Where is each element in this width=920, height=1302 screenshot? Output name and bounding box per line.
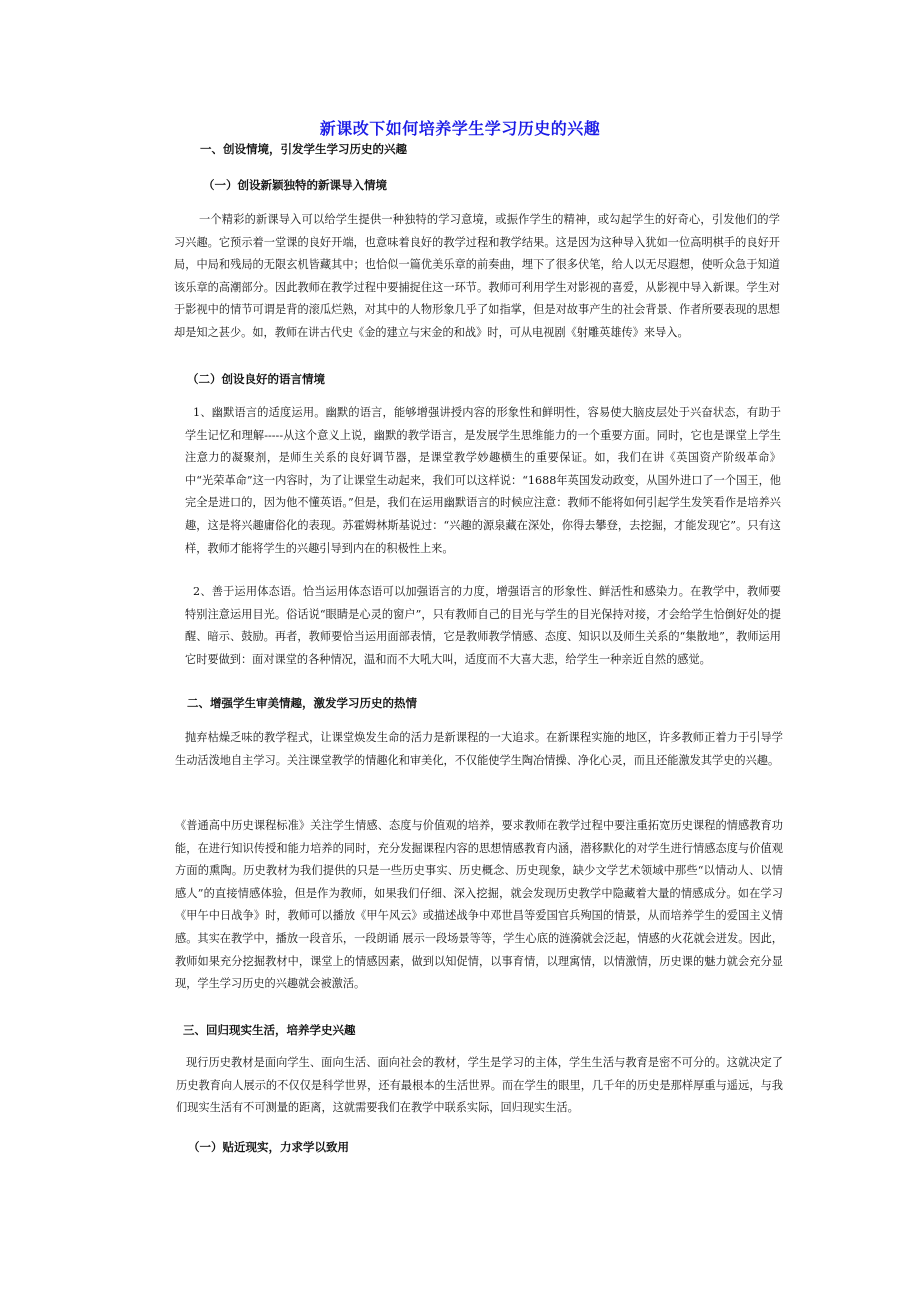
document-title: 新课改下如何培养学生学习历史的兴趣 [319, 119, 601, 138]
paragraph: 抛弃枯燥乏味的教学程式，让课堂焕发生命的活力是新课程的一大追求。在新课程实施的地区，许多教师正着力于引导学生动活泼地自主学习。关注课堂教学的情趣化和审美化，不仅能使学生陶冶情操、净化心灵，而且还能激发其学史的兴趣。 [175, 731, 783, 767]
subsection-1-2-paragraph-2 [185, 581, 781, 671]
section-2-paragraph-2 [175, 815, 783, 996]
paragraph: 现行历史教材是面向学生、面向生活、面向社会的教材，学生是学习的主体，学生生活与教育是密不可分的。这就决定了历史教育向人展示的不仅仅是科学世界，还有最根本的生活世界。而在学生的眼里，几千年的历史是那样厚重与遥远，与我们现实生活有不可测量的距离，这就需要我们在教学中联系实际，回归现实生活。 [176, 1056, 783, 1115]
paragraph: 《普通高中历史课程标准》关注学生情感、态度与价值观的培养，要求教师在教学过程中要注重拓宽历史课程的情感教育功能，在进行知识传授和能力培养的同时，充分发掘课程内容的思想情感教育内涵，潜移默化的对学生进行情感态度与价值观方面的熏陶。历史教材为我们提供的只是一些历史事实、历史概念、历史现象，缺少文学艺术领域中那些“以情动人、以情感人”的直接情感体验，但是作为教师，如果我们仔细、深入挖掘，就会发现历史教学中隐藏着大量的情感成分。如在学习《甲午中日战争》时，教师可以播放《甲午风云》或描述战争中邓世昌等爱国官兵殉国的情景，从而培养学生的爱国主义情感。其实在教学中，播放一段音乐，一段朗诵 展示一段场景等等，学生心底的涟漪就会泛起，情感的火花就会迸发。因此，教师如果充分挖掘教材中，课堂上的情感因素，做到以知促情，以事育情，以理寓情，以情激情，历史课的魅力就会充分显现，学生学习历史的兴趣就会被激活。 [175, 819, 783, 991]
section-2-heading: 二、增强学生审美情趣，激发学习历史的热情 [187, 696, 417, 710]
paragraph: 2、善于运用体态语。恰当运用体态语可以加强语言的力度，增强语言的形象性、鲜活性和感染力。在教学中，教师要特别注意运用目光。俗话说“眼睛是心灵的窗户”，只有教师自己的目光与学生的目光保持对接，才会给学生恰倒好处的提醒、暗示、鼓励。再者，教师要恰当运用面部表情，它是教师教学情感、态度、知识以及师生关系的“集散地”，教师运用它时要做到：面对课堂的各种情况，温和而不大吼大叫，适度而不大喜大悲，给学生一种亲近自然的感觉。 [185, 585, 781, 666]
subsection-1-1-body [174, 209, 780, 345]
subsection-1-2-heading: （二）创设良好的语言情境 [187, 372, 325, 386]
section-2-paragraph-1 [175, 727, 783, 772]
subsection-1-2-paragraph-1 [185, 402, 781, 560]
paragraph: 一个精彩的新课导入可以给学生提供一种独特的学习意境，或振作学生的精神，或勾起学生的好奇心，引发他们的学习兴趣。它预示着一堂课的良好开端，也意味着良好的教学过程和教学结果。这是因为这种导入犹如一位高明棋手的良好开局，中局和残局的无限玄机皆藏其中；也恰似一篇优美乐章的前奏曲，埋下了很多伏笔，给人以无尽遐想，使听众急于知道该乐章的高潮部分。因此教师在教学过程中要捕捉住这一环节。教师可利用学生对影视的喜爱，从影视中导入新课。学生对于影视中的情节可谓是背的滚瓜烂熟，对其中的人物形象几乎了如指掌，但是对故事产生的社会背景、作者所要表现的思想却是知之甚少。如，教师在讲古代史《金的建立与宋金的和战》时，可从电视剧《射雕英雄传》来导入。 [174, 213, 780, 339]
subsection-1-1-heading: （一）创设新颖独特的新课导入情境 [203, 178, 387, 192]
paragraph: 1、幽默语言的适度运用。幽默的语言，能够增强讲授内容的形象性和鲜明性，容易使大脑皮层处于兴奋状态，有助于学生记忆和理解-----从这个意义上说，幽默的教学语言，是发展学生思维能力的一个重要方面。同时，它也是课堂上学生注意力的凝聚剂，是师生关系的良好调节器，是课堂教学妙趣横生的重要保证。如，我们在讲《英国资产阶级革命》中“光荣革命”这一内容时，为了让课堂生动起来，我们可以这样说：“1688年英国发动政变，从国外进口了一个国王，他完全是进口的，因为他不懂英语。”但是，我们在运用幽默语言的时候应注意：教师不能将如何引起学生发笑看作是培养兴趣，这是将兴趣庸俗化的表现。苏霍姆林斯基说过：“兴趣的源泉藏在深处，你得去攀登，去挖掘，才能发现它”。只有这样，教师才能将学生的兴趣引导到内在的积极性上来。 [185, 406, 781, 555]
subsection-3-1-heading: （一）贴近现实，力求学以致用 [188, 1140, 349, 1154]
section-3-paragraph-1 [176, 1052, 783, 1120]
section-3-heading: 三、回归现实生活，培养学史兴趣 [183, 1023, 356, 1037]
section-1-heading: 一、创设情境，引发学生学习历史的兴趣 [200, 142, 407, 156]
